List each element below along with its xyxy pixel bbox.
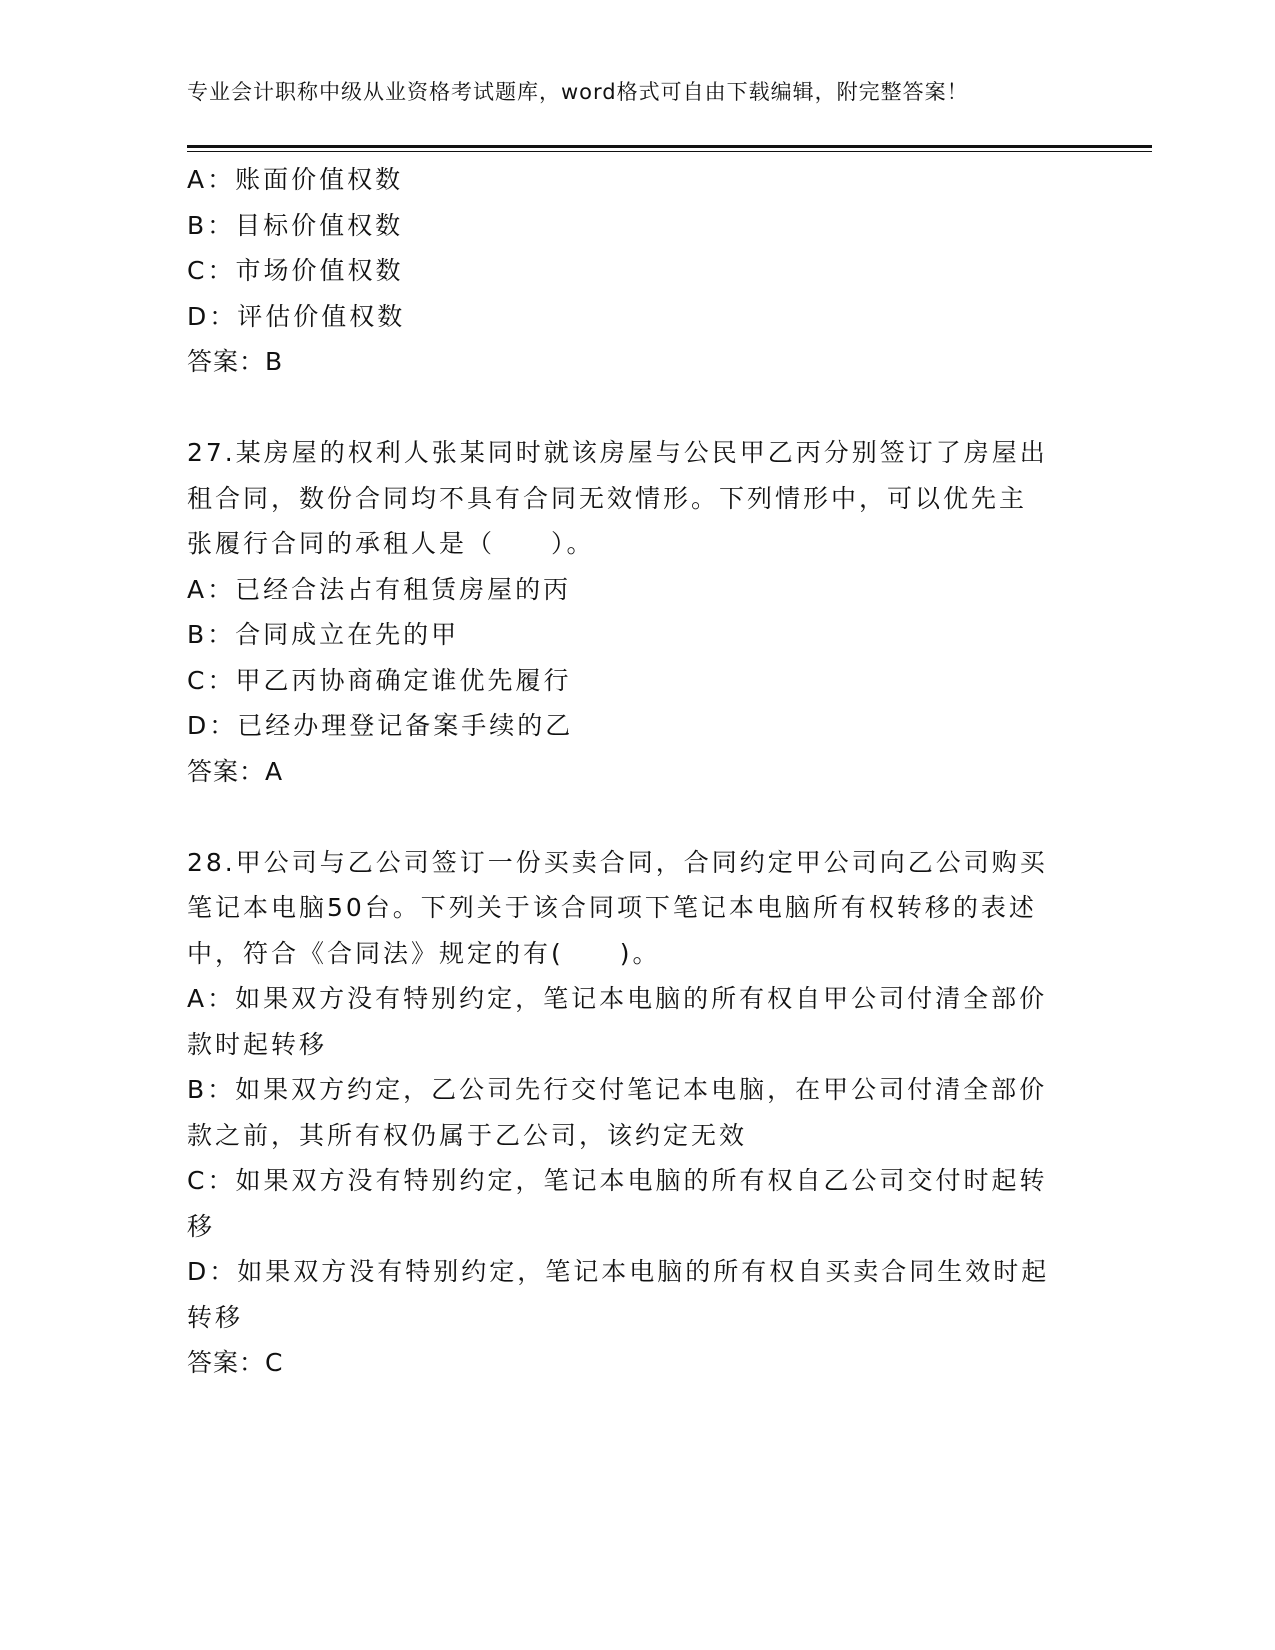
option-a-continued: 款时起转移 [187, 1029, 328, 1059]
header-rule-thin [187, 151, 1152, 152]
question-stem-line: 中，符合《合同法》规定的有( )。 [187, 938, 661, 968]
question-stem-line: 28.甲公司与乙公司签订一份买卖合同，合同约定甲公司向乙公司购买 [187, 847, 1048, 877]
block-spacer [187, 794, 1077, 840]
option-c-continued: 移 [187, 1211, 216, 1241]
question-content [187, 157, 1077, 1386]
option-d: D：评估价值权数 [187, 301, 406, 331]
block-spacer [187, 385, 1077, 431]
option-d: D：如果双方没有特别约定，笔记本电脑的所有权自买卖合同生效时起 [187, 1257, 1050, 1286]
option-d: D：已经办理登记备案手续的乙 [187, 711, 574, 740]
option-b: B：如果双方约定，乙公司先行交付笔记本电脑，在甲公司付清全部价 [187, 1075, 1048, 1104]
question-block [187, 430, 1077, 794]
header-rule-thick [187, 145, 1152, 148]
option-b-continued: 款之前，其所有权仍属于乙公司，该约定无效 [187, 1120, 748, 1150]
option-a: A：已经合法占有租赁房屋的丙 [187, 574, 572, 604]
question-stem-line: 租合同，数份合同均不具有合同无效情形。下列情形中，可以优先主 [187, 483, 1028, 513]
question-stem-line: 笔记本电脑50台。下列关于该合同项下笔记本电脑所有权转移的表述 [187, 893, 1037, 922]
question-stem-line: 张履行合同的承租人是（ ）。 [187, 529, 595, 558]
option-c: C：如果双方没有特别约定，笔记本电脑的所有权自乙公司交付时起转 [187, 1166, 1048, 1195]
question-block [187, 840, 1077, 1386]
option-a: A：账面价值权数 [187, 165, 404, 194]
option-b: B：目标价值权数 [187, 210, 404, 240]
option-c: C：市场价值权数 [187, 256, 404, 285]
question-block [187, 157, 1077, 385]
option-c: C：甲乙丙协商确定谁优先履行 [187, 665, 572, 695]
question-stem-line: 27.某房屋的权利人张某同时就该房屋与公民甲乙丙分别签订了房屋出 [187, 438, 1048, 467]
option-b: B：合同成立在先的甲 [187, 620, 460, 649]
answer-line: 答案：A [187, 756, 284, 786]
option-d-continued: 转移 [187, 1302, 244, 1332]
answer-line: 答案：C [187, 1348, 284, 1377]
page-header: 专业会计职称中级从业资格考试题库，word格式可自由下载编辑，附完整答案！ [187, 80, 969, 104]
option-a: A：如果双方没有特别约定，笔记本电脑的所有权自甲公司付清全部价 [187, 984, 1048, 1013]
answer-line: 答案：B [187, 347, 284, 376]
